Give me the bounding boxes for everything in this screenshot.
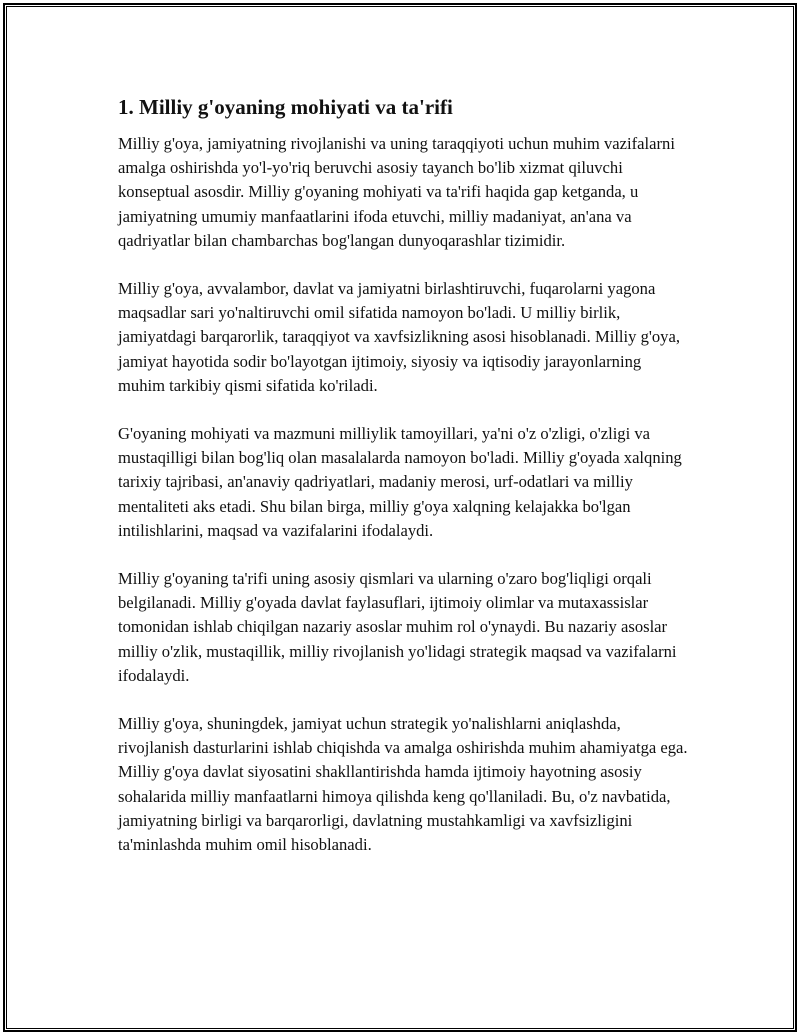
paragraph-5: Milliy g'oya, shuningdek, jamiyat uchun strategik yo'nalishlarni aniqlashda, rivojlanish dasturlarini ishlab chiqishda va amalga oshirishda muhim ahamiyatga ega. Milliy g'oya davlat siyosatini shakllantirishda hamda ijtimoiy hayotning asosiy sohalarida milliy manfaatlarni himoya qilishda keng qo'llaniladi. Bu, o'z navbatida, jamiyatning birligi va barqarorligi, davlatning mustahkamligi va xavfsizligini ta'minlashda muhim omil hisoblanadi. bbox=[118, 714, 688, 855]
paragraph-2: Milliy g'oya, avvalambor, davlat va jamiyatni birlashtiruvchi, fuqarolarni yagona maqsadlar sari yo'naltiruvchi omil sifatida namoyon bo'ladi. U milliy birlik, jamiyatdagi barqarorlik, taraqqiyot va xavfsizlikning asosi hisoblanadi. Milliy g'oya, jamiyat hayotida sodir bo'layotgan ijtimoiy, siyosiy va iqtisodiy jarayonlarning muhim tarkibiy qismi sifatida ko'riladi. bbox=[118, 279, 680, 395]
paragraph-1: Milliy g'oya, jamiyatning rivojlanishi va uning taraqqiyoti uchun muhim vazifalarni amalga oshirishda yo'l-yo'riq beruvchi asosiy tayanch bo'lib xizmat qiluvchi konseptual asosdir. Milliy g'oyaning mohiyati va ta'rifi haqida gap ketganda, u jamiyatning umumiy manfaatlarini ifoda etuvchi, milliy madaniyat, an'ana va qadriyatlar bilan chambarchas bog'langan dunyoqarashlar tizimidir. bbox=[118, 134, 675, 250]
paragraph-3: G'oyaning mohiyati va mazmuni milliylik tamoyillari, ya'ni o'z o'zligi, o'zligi va mustaqilligi bilan bog'liq olan masalalarda namoyon bo'ladi. Milliy g'oyada xalqning tarixiy tajribasi, an'anaviy qadriyatlari, madaniy merosi, urf-odatlari va milliy mentaliteti aks etadi. Shu bilan birga, milliy g'oya xalqning kelajakka bo'lgan intilishlarini, maqsad va vazifalarini ifodalaydi. bbox=[118, 424, 682, 540]
paragraph-4: Milliy g'oyaning ta'rifi uning asosiy qismlari va ularning o'zaro bog'liqligi orqali belgilanadi. Milliy g'oyada davlat faylasuflari, ijtimoiy olimlar va mutaxassislar tomonidan ishlab chiqilgan nazariy asoslar muhim rol o'ynaydi. Bu nazariy asoslar milliy o'zlik, mustaqillik, milliy rivojlanish yo'lidagi strategik maqsad va vazifalarni ifodalaydi. bbox=[118, 569, 677, 685]
section-heading: 1. Milliy g'oyaning mohiyati va ta'rifi bbox=[118, 95, 453, 119]
document-body bbox=[118, 92, 688, 881]
